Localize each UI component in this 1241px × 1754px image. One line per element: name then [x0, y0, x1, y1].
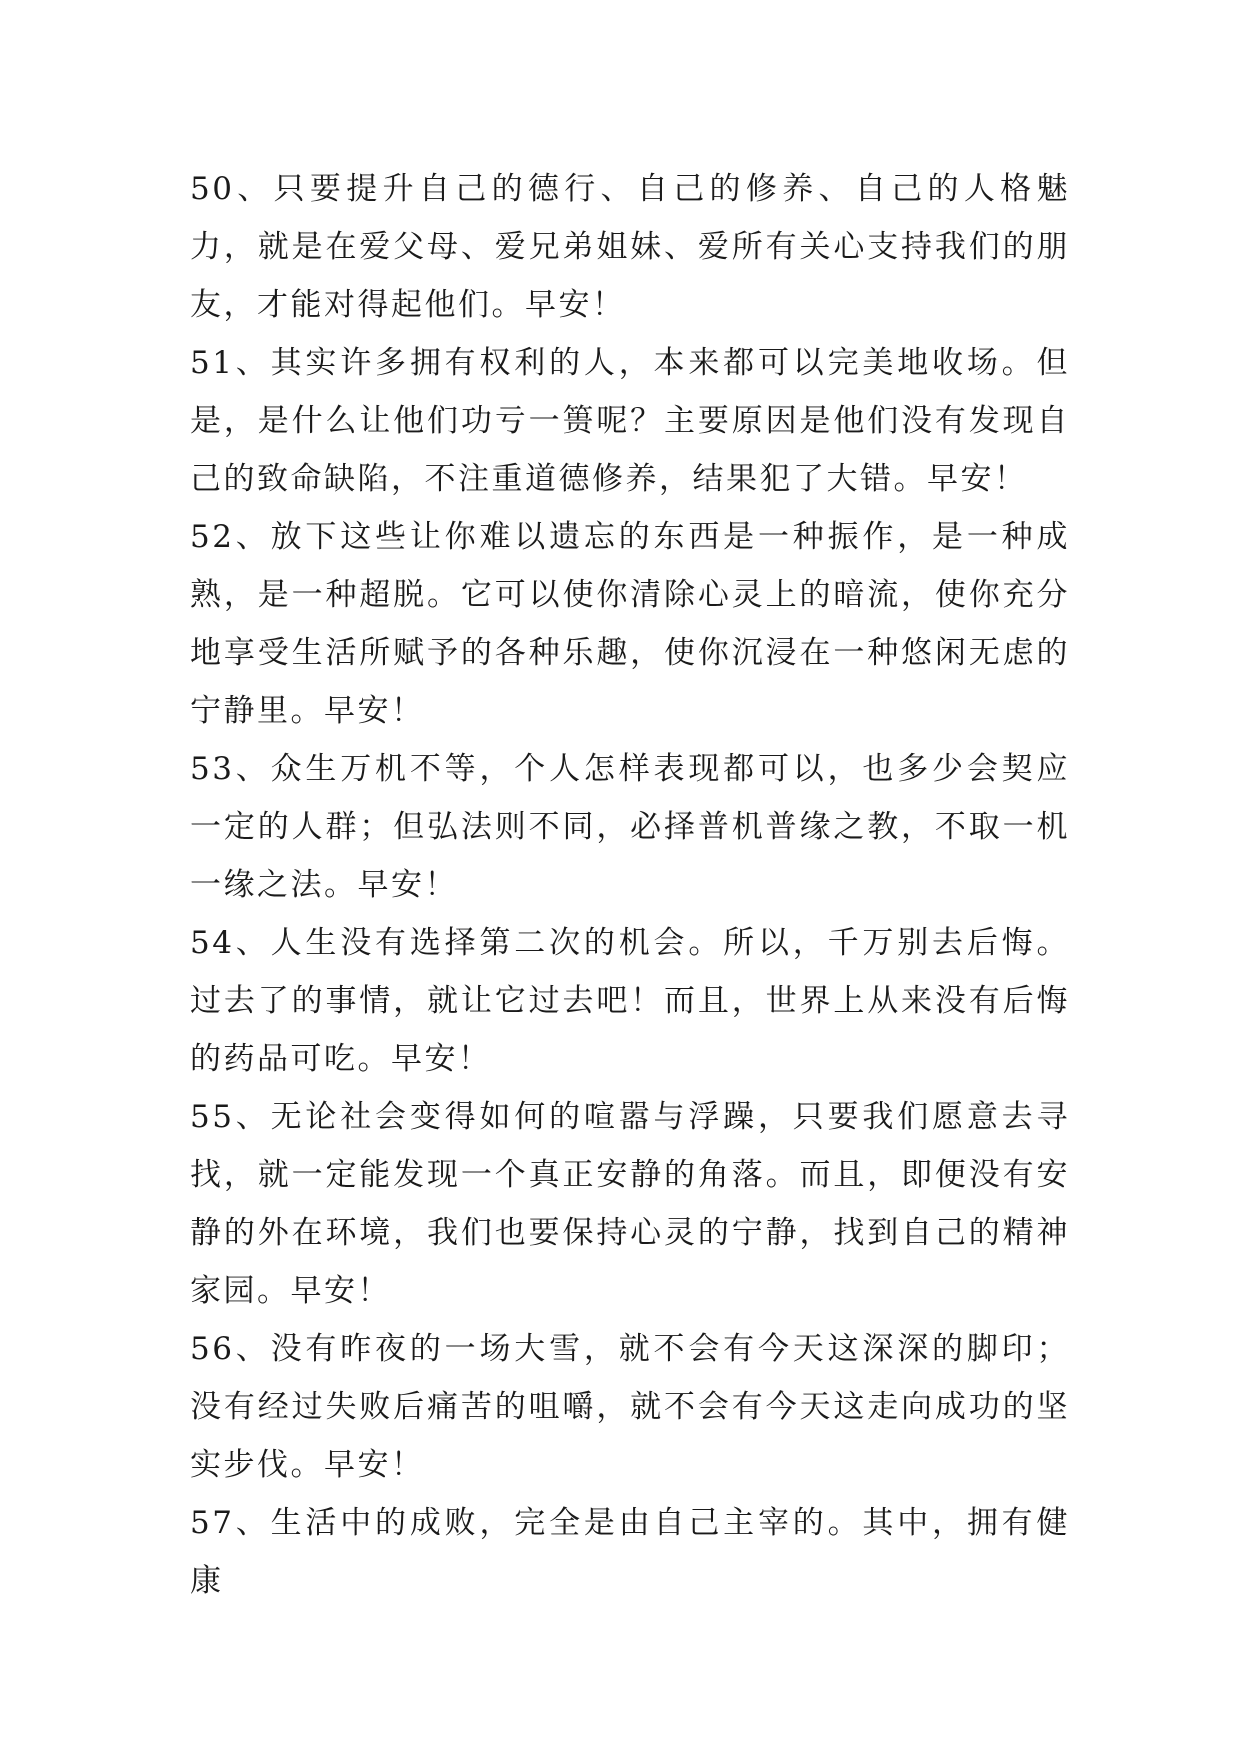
- paragraph-51: 51、其实许多拥有权利的人，本来都可以完美地收场。但是，是什么让他们功亏一篑呢？主要原因是他们没有发现自己的致命缺陷，不注重道德修养，结果犯了大错。早安！: [190, 345, 1070, 497]
- document-body: [190, 160, 1070, 1610]
- paragraph-53: 53、众生万机不等，个人怎样表现都可以，也多少会契应一定的人群；但弘法则不同，必择普机普缘之教，不取一机一缘之法。早安！: [190, 751, 1070, 903]
- paragraph-56: 56、没有昨夜的一场大雪，就不会有今天这深深的脚印；没有经过失败后痛苦的咀嚼，就不会有今天这走向成功的坚实步伐。早安！: [190, 1331, 1070, 1483]
- paragraph-52: 52、放下这些让你难以遗忘的东西是一种振作，是一种成熟，是一种超脱。它可以使你清除心灵上的暗流，使你充分地享受生活所赋予的各种乐趣，使你沉浸在一种悠闲无虑的宁静里。早安！: [190, 519, 1070, 729]
- paragraph-55: 55、无论社会变得如何的喧嚣与浮躁，只要我们愿意去寻找，就一定能发现一个真正安静的角落。而且，即便没有安静的外在环境，我们也要保持心灵的宁静，找到自己的精神家园。早安！: [190, 1099, 1070, 1309]
- paragraph-57: 57、生活中的成败，完全是由自己主宰的。其中，拥有健康: [190, 1505, 1070, 1599]
- paragraph-54: 54、人生没有选择第二次的机会。所以，千万别去后悔。过去了的事情，就让它过去吧！而且，世界上从来没有后悔的药品可吃。早安！: [190, 925, 1070, 1077]
- paragraph-50: 50、只要提升自己的德行、自己的修养、自己的人格魅力，就是在爱父母、爱兄弟姐妹、爱所有关心支持我们的朋友，才能对得起他们。早安！: [190, 171, 1070, 323]
